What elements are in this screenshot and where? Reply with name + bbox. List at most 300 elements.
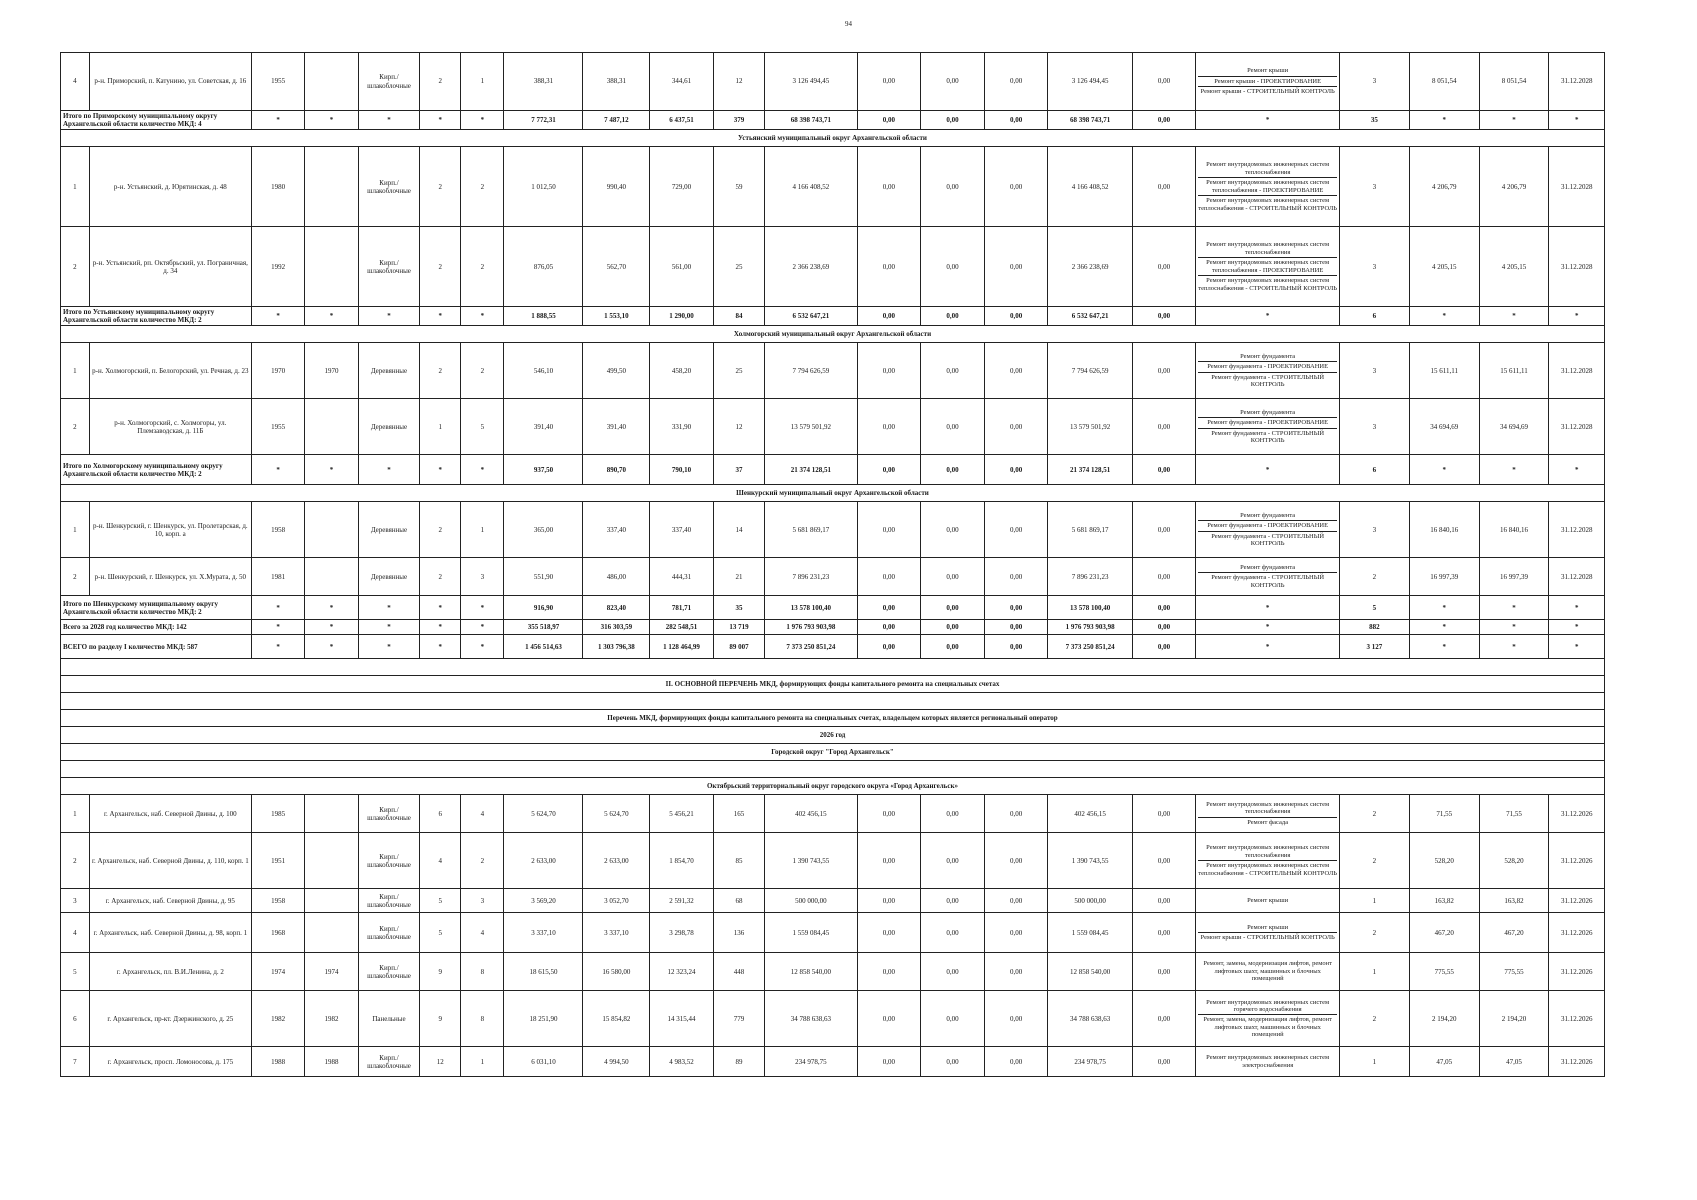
table-cell: 1988 — [251, 1047, 304, 1077]
table-cell: 3 126 494,45 — [765, 53, 857, 111]
table-cell: 34 788 638,63 — [765, 991, 857, 1047]
address-cell: г. Архангельск, наб. Северной Двины, д. 95 — [89, 889, 251, 913]
table-cell: 391,40 — [583, 399, 650, 455]
spacer-row — [61, 761, 1605, 778]
table-cell: 0,00 — [857, 399, 921, 455]
total-label: Итого по Холмогорскому муниципальному округу Архангельской области количество МКД: 2 — [61, 455, 252, 485]
table-cell: 1992 — [251, 227, 304, 307]
table-cell: 0,00 — [921, 399, 985, 455]
placeholder-mark: * — [358, 635, 420, 659]
table-cell: 4 — [61, 53, 90, 111]
table-cell: 13 579 501,92 — [1048, 399, 1132, 455]
work-type: Ремонт фундамента — [1198, 352, 1337, 362]
table-cell: 2 591,32 — [650, 889, 714, 913]
table-cell: 775,55 — [1479, 953, 1549, 991]
table-cell: 0,00 — [857, 913, 921, 953]
section-title: 2026 год — [61, 727, 1605, 744]
table-cell: 0,00 — [921, 620, 985, 635]
works-cell — [1196, 795, 1340, 833]
table-cell: 0,00 — [1132, 913, 1196, 953]
table-cell: 1 559 084,45 — [765, 913, 857, 953]
table-cell: 0,00 — [984, 596, 1048, 620]
table-cell: Деревянные — [358, 558, 420, 596]
table-cell: 0,00 — [984, 558, 1048, 596]
placeholder-mark: * — [305, 455, 358, 485]
section-title: Октябрьский территориальный округ городского округа «Город Архангельск» — [61, 778, 1605, 795]
table-cell: 16 840,16 — [1479, 502, 1549, 558]
table-cell: 4 994,50 — [583, 1047, 650, 1077]
placeholder-mark: * — [251, 307, 304, 326]
table-row — [61, 53, 1605, 111]
section-header-row — [61, 710, 1605, 727]
table-cell: 2 194,20 — [1409, 991, 1479, 1047]
table-cell: 8 051,54 — [1479, 53, 1549, 111]
placeholder-mark: * — [305, 596, 358, 620]
total-row — [61, 596, 1605, 620]
table-cell: 1 — [420, 399, 461, 455]
table-cell: 21 374 128,51 — [765, 455, 857, 485]
table-cell: 0,00 — [857, 620, 921, 635]
table-cell: 0,00 — [921, 502, 985, 558]
table-row — [61, 953, 1605, 991]
placeholder-mark: * — [305, 620, 358, 635]
placeholder-mark: * — [1409, 596, 1479, 620]
table-cell: 6 — [1340, 455, 1410, 485]
table-cell: 3 127 — [1340, 635, 1410, 659]
total-label: Всего за 2028 год количество МКД: 142 — [61, 620, 252, 635]
table-cell: 0,00 — [921, 953, 985, 991]
work-type: Ремонт внутридомовых инженерных систем теплоснабжения - СТРОИТЕЛЬНЫЙ КОНТРОЛЬ — [1198, 277, 1338, 292]
table-cell: 6 532 647,21 — [1048, 307, 1132, 326]
table-cell: 365,00 — [504, 502, 583, 558]
table-cell: 1 — [61, 502, 90, 558]
address-cell: г. Архангельск, наб. Северной Двины, д. 98, корп. 1 — [89, 913, 251, 953]
address-cell: р-н. Шенкурский, г. Шенкурск, ул. Х.Мурата, д. 50 — [89, 558, 251, 596]
table-cell: 3 — [461, 558, 504, 596]
table-cell: Кирп./ шлакоблочные — [358, 147, 420, 227]
table-cell: 0,00 — [921, 307, 985, 326]
placeholder-mark: * — [420, 455, 461, 485]
table-cell: 0,00 — [857, 227, 921, 307]
table-cell: 1 012,50 — [504, 147, 583, 227]
table-cell: 1982 — [251, 991, 304, 1047]
table-cell: Кирп./ шлакоблочные — [358, 795, 420, 833]
table-cell: 3 052,70 — [583, 889, 650, 913]
table-cell: 1951 — [251, 833, 304, 889]
table-cell: 3 — [461, 889, 504, 913]
table-cell: 0,00 — [984, 635, 1048, 659]
table-cell: Кирп./ шлакоблочные — [358, 833, 420, 889]
table-cell: 1 854,70 — [650, 833, 714, 889]
table-cell — [305, 795, 358, 833]
section-header-row — [61, 485, 1605, 502]
table-cell: Кирп./ шлакоблочные — [358, 227, 420, 307]
spacer-row — [61, 693, 1605, 710]
table-cell: 775,55 — [1409, 953, 1479, 991]
table-cell: 2 — [1340, 833, 1410, 889]
placeholder-mark: * — [1549, 111, 1605, 130]
placeholder-mark: * — [1479, 111, 1549, 130]
work-type: Ремонт внутридомовых инженерных систем горячего водоснабжения — [1198, 998, 1337, 1016]
table-cell: 3 337,10 — [504, 913, 583, 953]
placeholder-mark: * — [1479, 596, 1549, 620]
table-cell: 16 997,39 — [1409, 558, 1479, 596]
placeholder-mark: * — [305, 635, 358, 659]
table-cell: 8 — [461, 953, 504, 991]
table-cell: 21 — [713, 558, 764, 596]
table-cell: 790,10 — [650, 455, 714, 485]
table-cell: 0,00 — [857, 558, 921, 596]
work-type: Ремонт внутридомовых инженерных систем теплоснабжения — [1198, 160, 1337, 178]
table-cell: 890,70 — [583, 455, 650, 485]
placeholder-mark: * — [461, 635, 504, 659]
table-cell — [305, 53, 358, 111]
works-cell — [1196, 343, 1340, 399]
table-cell: 12 — [713, 399, 764, 455]
work-type: Ремонт внутридомовых инженерных систем теплоснабжения - ПРОЕКТИРОВАНИЕ — [1198, 178, 1337, 196]
table-cell: 5 681 869,17 — [765, 502, 857, 558]
address-cell: р-н. Приморский, п. Катунино, ул. Советская, д. 16 — [89, 53, 251, 111]
placeholder-mark: * — [461, 307, 504, 326]
table-cell: 388,31 — [583, 53, 650, 111]
table-cell: 3 — [1340, 343, 1410, 399]
table-cell: 31.12.2026 — [1549, 795, 1605, 833]
placeholder-mark: * — [251, 111, 304, 130]
table-cell: 2 — [420, 53, 461, 111]
table-cell: 1 — [1340, 889, 1410, 913]
housing-repair-table — [60, 52, 1605, 1077]
table-cell: 3 — [61, 889, 90, 913]
work-type: Ремонт внутридомовых инженерных систем теплоснабжения — [1198, 800, 1337, 818]
table-cell: 1958 — [251, 889, 304, 913]
table-cell: 402 456,15 — [765, 795, 857, 833]
table-cell: 337,40 — [650, 502, 714, 558]
table-cell: 0,00 — [984, 913, 1048, 953]
table-cell: 12 858 540,00 — [765, 953, 857, 991]
table-cell: 0,00 — [984, 455, 1048, 485]
table-cell: 2 — [1340, 913, 1410, 953]
table-body — [61, 53, 1605, 1077]
table-cell: 18 615,50 — [504, 953, 583, 991]
table-cell: 2 — [420, 343, 461, 399]
table-row — [61, 147, 1605, 227]
section-title: II. ОСНОВНОЙ ПЕРЕЧЕНЬ МКД, формирующих фонды капитального ремонта на специальных счетах — [61, 676, 1605, 693]
works-cell — [1196, 1047, 1340, 1077]
placeholder-mark: * — [1479, 307, 1549, 326]
table-cell: 85 — [713, 833, 764, 889]
table-row — [61, 558, 1605, 596]
table-cell: 2 — [420, 227, 461, 307]
placeholder-mark: * — [1479, 620, 1549, 635]
placeholder-mark: * — [358, 620, 420, 635]
table-cell: 2 — [61, 227, 90, 307]
table-cell: 21 374 128,51 — [1048, 455, 1132, 485]
table-cell: 4 — [420, 833, 461, 889]
table-cell: 59 — [713, 147, 764, 227]
table-cell: 7 — [61, 1047, 90, 1077]
table-cell: 35 — [1340, 111, 1410, 130]
work-type: Ремонт фундамента - ПРОЕКТИРОВАНИЕ — [1198, 418, 1337, 428]
table-cell: 876,05 — [504, 227, 583, 307]
table-cell: 0,00 — [921, 889, 985, 913]
table-cell: 1 390 743,55 — [765, 833, 857, 889]
table-cell: 1 456 514,63 — [504, 635, 583, 659]
table-cell: 0,00 — [984, 307, 1048, 326]
table-cell: 3 — [1340, 147, 1410, 227]
table-cell: 0,00 — [984, 833, 1048, 889]
table-row — [61, 913, 1605, 953]
table-cell: 0,00 — [984, 889, 1048, 913]
table-cell: 0,00 — [921, 343, 985, 399]
table-cell: 0,00 — [1132, 399, 1196, 455]
table-cell: 0,00 — [1132, 620, 1196, 635]
table-cell: 4 166 408,52 — [1048, 147, 1132, 227]
table-cell: 7 794 626,59 — [765, 343, 857, 399]
table-cell: 916,90 — [504, 596, 583, 620]
address-cell: г. Архангельск, пл. В.И.Ленина, д. 2 — [89, 953, 251, 991]
placeholder-mark: * — [420, 307, 461, 326]
table-cell: 379 — [713, 111, 764, 130]
table-cell: 0,00 — [1132, 596, 1196, 620]
table-cell: 3 — [1340, 227, 1410, 307]
table-cell: 4 — [461, 913, 504, 953]
table-cell: 729,00 — [650, 147, 714, 227]
table-cell: 16 580,00 — [583, 953, 650, 991]
table-cell: 1 559 084,45 — [1048, 913, 1132, 953]
table-cell: 12 — [713, 53, 764, 111]
table-cell: 0,00 — [921, 227, 985, 307]
work-type: Ремонт фундамента — [1198, 563, 1337, 573]
placeholder-mark: * — [1549, 620, 1605, 635]
table-cell: 31.12.2026 — [1549, 833, 1605, 889]
table-cell: 4 — [61, 913, 90, 953]
table-cell: 31.12.2028 — [1549, 502, 1605, 558]
table-cell: 9 — [420, 991, 461, 1047]
table-cell: 1 — [461, 502, 504, 558]
table-cell: 0,00 — [1132, 227, 1196, 307]
table-cell: 5 624,70 — [504, 795, 583, 833]
table-cell: 500 000,00 — [765, 889, 857, 913]
table-cell: 234 978,75 — [1048, 1047, 1132, 1077]
total-label: Итого по Шенкурскому муниципальному округу Архангельской области количество МКД: 2 — [61, 596, 252, 620]
table-row — [61, 889, 1605, 913]
table-cell — [305, 227, 358, 307]
table-cell: 1 — [1340, 953, 1410, 991]
table-cell: 89 — [713, 1047, 764, 1077]
placeholder-mark: * — [1196, 635, 1340, 659]
placeholder-mark: * — [358, 455, 420, 485]
work-type: Ремонт фундамента — [1198, 511, 1337, 521]
work-type: Ремонт внутридомовых инженерных систем электроснабжения — [1206, 1054, 1330, 1069]
works-cell — [1196, 991, 1340, 1047]
table-cell: 0,00 — [1132, 111, 1196, 130]
table-cell: 3 — [1340, 53, 1410, 111]
table-cell: 2 — [420, 558, 461, 596]
table-cell: 31.12.2026 — [1549, 913, 1605, 953]
work-type: Ремонт фундамента - СТРОИТЕЛЬНЫЙ КОНТРОЛЬ — [1211, 574, 1325, 589]
table-cell: 448 — [713, 953, 764, 991]
placeholder-mark: * — [358, 596, 420, 620]
placeholder-mark: * — [461, 111, 504, 130]
table-cell: 31.12.2028 — [1549, 343, 1605, 399]
table-row — [61, 991, 1605, 1047]
table-cell: 13 719 — [713, 620, 764, 635]
placeholder-mark: * — [1549, 455, 1605, 485]
table-cell: 13 578 100,40 — [1048, 596, 1132, 620]
table-cell: 7 896 231,23 — [765, 558, 857, 596]
table-cell — [305, 913, 358, 953]
table-cell: 31.12.2028 — [1549, 53, 1605, 111]
placeholder-mark: * — [1196, 307, 1340, 326]
table-cell: 561,00 — [650, 227, 714, 307]
placeholder-mark: * — [420, 111, 461, 130]
table-cell: 1 — [61, 343, 90, 399]
table-cell: 0,00 — [1132, 635, 1196, 659]
table-cell — [305, 833, 358, 889]
table-cell: 0,00 — [921, 635, 985, 659]
placeholder-mark: * — [1196, 596, 1340, 620]
placeholder-mark: * — [1409, 111, 1479, 130]
section-header-row — [61, 326, 1605, 343]
work-type: Ремонт крыши - СТРОИТЕЛЬНЫЙ КОНТРОЛЬ — [1200, 88, 1335, 96]
table-cell: 0,00 — [921, 596, 985, 620]
table-cell: 3 — [1340, 399, 1410, 455]
table-cell: 0,00 — [857, 635, 921, 659]
table-cell: 2 — [1340, 991, 1410, 1047]
table-cell: 68 — [713, 889, 764, 913]
work-type: Ремонт фундамента - СТРОИТЕЛЬНЫЙ КОНТРОЛЬ — [1211, 532, 1325, 548]
table-cell: 71,55 — [1479, 795, 1549, 833]
table-cell: 467,20 — [1409, 913, 1479, 953]
table-cell: Кирп./ шлакоблочные — [358, 889, 420, 913]
table-row — [61, 1047, 1605, 1077]
placeholder-mark: * — [461, 620, 504, 635]
table-cell: 16 840,16 — [1409, 502, 1479, 558]
table-cell: Кирп./ шлакоблочные — [358, 953, 420, 991]
table-cell: 5 624,70 — [583, 795, 650, 833]
table-cell: 467,20 — [1479, 913, 1549, 953]
table-cell: 337,40 — [583, 502, 650, 558]
table-cell: 0,00 — [1132, 343, 1196, 399]
total-row — [61, 455, 1605, 485]
table-cell: Кирп./ шлакоблочные — [358, 1047, 420, 1077]
table-cell: 8 051,54 — [1409, 53, 1479, 111]
table-cell: 12 323,24 — [650, 953, 714, 991]
table-cell: 3 298,78 — [650, 913, 714, 953]
total-row — [61, 620, 1605, 635]
total-row — [61, 307, 1605, 326]
table-cell: 35 — [713, 596, 764, 620]
table-cell: 4 206,79 — [1409, 147, 1479, 227]
work-type: Ремонт фасада — [1247, 818, 1289, 826]
table-cell: 6 — [1340, 307, 1410, 326]
table-cell: 13 579 501,92 — [765, 399, 857, 455]
table-cell: 3 569,20 — [504, 889, 583, 913]
table-cell: 25 — [713, 227, 764, 307]
table-cell: 1 — [461, 53, 504, 111]
placeholder-mark: * — [358, 111, 420, 130]
table-cell: 4 983,52 — [650, 1047, 714, 1077]
table-cell: 34 694,69 — [1479, 399, 1549, 455]
placeholder-mark: * — [1409, 455, 1479, 485]
table-cell: 89 007 — [713, 635, 764, 659]
works-cell — [1196, 147, 1340, 227]
table-cell: 14 — [713, 502, 764, 558]
table-cell — [305, 147, 358, 227]
table-cell: Деревянные — [358, 399, 420, 455]
placeholder-mark: * — [1479, 455, 1549, 485]
placeholder-mark: * — [305, 111, 358, 130]
table-cell: 0,00 — [921, 147, 985, 227]
table-cell: 546,10 — [504, 343, 583, 399]
work-type: Ремонт фундамента - СТРОИТЕЛЬНЫЙ КОНТРОЛЬ — [1211, 429, 1325, 445]
table-cell: 391,40 — [504, 399, 583, 455]
table-cell: 7 896 231,23 — [1048, 558, 1132, 596]
section-title: Городской округ "Город Архангельск" — [61, 744, 1605, 761]
table-cell: 18 251,90 — [504, 991, 583, 1047]
table-cell: 458,20 — [650, 343, 714, 399]
page-number: 94 — [845, 20, 852, 28]
table-cell: 14 315,44 — [650, 991, 714, 1047]
table-cell: 165 — [713, 795, 764, 833]
table-cell: 25 — [713, 343, 764, 399]
table-cell: 0,00 — [984, 620, 1048, 635]
table-cell: 0,00 — [984, 111, 1048, 130]
table-cell: 402 456,15 — [1048, 795, 1132, 833]
placeholder-mark: * — [305, 307, 358, 326]
table-cell: 68 398 743,71 — [765, 111, 857, 130]
table-cell: 0,00 — [857, 1047, 921, 1077]
table-cell: 1981 — [251, 558, 304, 596]
total-label: Итого по Приморскому муниципальному округу Архангельской области количество МКД: 4 — [61, 111, 252, 130]
total-label: ВСЕГО по разделу I количество МКД: 587 — [61, 635, 252, 659]
table-cell: 15 611,11 — [1409, 343, 1479, 399]
table-cell: 486,00 — [583, 558, 650, 596]
table-cell: 0,00 — [984, 53, 1048, 111]
table-cell: 7 373 250 851,24 — [1048, 635, 1132, 659]
table-cell: 1 128 464,99 — [650, 635, 714, 659]
table-cell: 0,00 — [1132, 455, 1196, 485]
table-cell: 6 — [61, 991, 90, 1047]
table-cell: 68 398 743,71 — [1048, 111, 1132, 130]
table-cell: 0,00 — [984, 795, 1048, 833]
work-type: Ремонт крыши - ПРОЕКТИРОВАНИЕ — [1198, 77, 1337, 87]
table-cell: 0,00 — [921, 455, 985, 485]
section-title: Шенкурский муниципальный округ Архангельской области — [61, 485, 1605, 502]
placeholder-mark: * — [461, 596, 504, 620]
table-cell: 0,00 — [921, 795, 985, 833]
table-cell: 388,31 — [504, 53, 583, 111]
address-cell: р-н. Устьянский, рп. Октябрьский, ул. Пограничная, д. 34 — [89, 227, 251, 307]
table-cell: 0,00 — [857, 833, 921, 889]
table-cell: 4 206,79 — [1479, 147, 1549, 227]
table-cell: 5 681 869,17 — [1048, 502, 1132, 558]
table-row — [61, 833, 1605, 889]
table-cell: 2 — [461, 227, 504, 307]
table-cell: 0,00 — [1132, 833, 1196, 889]
address-cell: р-н. Холмогорский, с. Холмогоры, ул. Племзаводская, д. 11Б — [89, 399, 251, 455]
work-type: Ремонт крыши - СТРОИТЕЛЬНЫЙ КОНТРОЛЬ — [1200, 934, 1335, 942]
placeholder-mark: * — [251, 620, 304, 635]
total-label: Итого по Устьянскому муниципальному округу Архангельской области количество МКД: 2 — [61, 307, 252, 326]
total-row — [61, 635, 1605, 659]
table-cell: 0,00 — [1132, 795, 1196, 833]
table-cell: 1970 — [251, 343, 304, 399]
placeholder-mark: * — [1549, 635, 1605, 659]
address-cell: р-н. Устьянский, д. Юрятинская, д. 48 — [89, 147, 251, 227]
table-cell: 1 — [61, 795, 90, 833]
empty-cell — [61, 659, 1605, 676]
